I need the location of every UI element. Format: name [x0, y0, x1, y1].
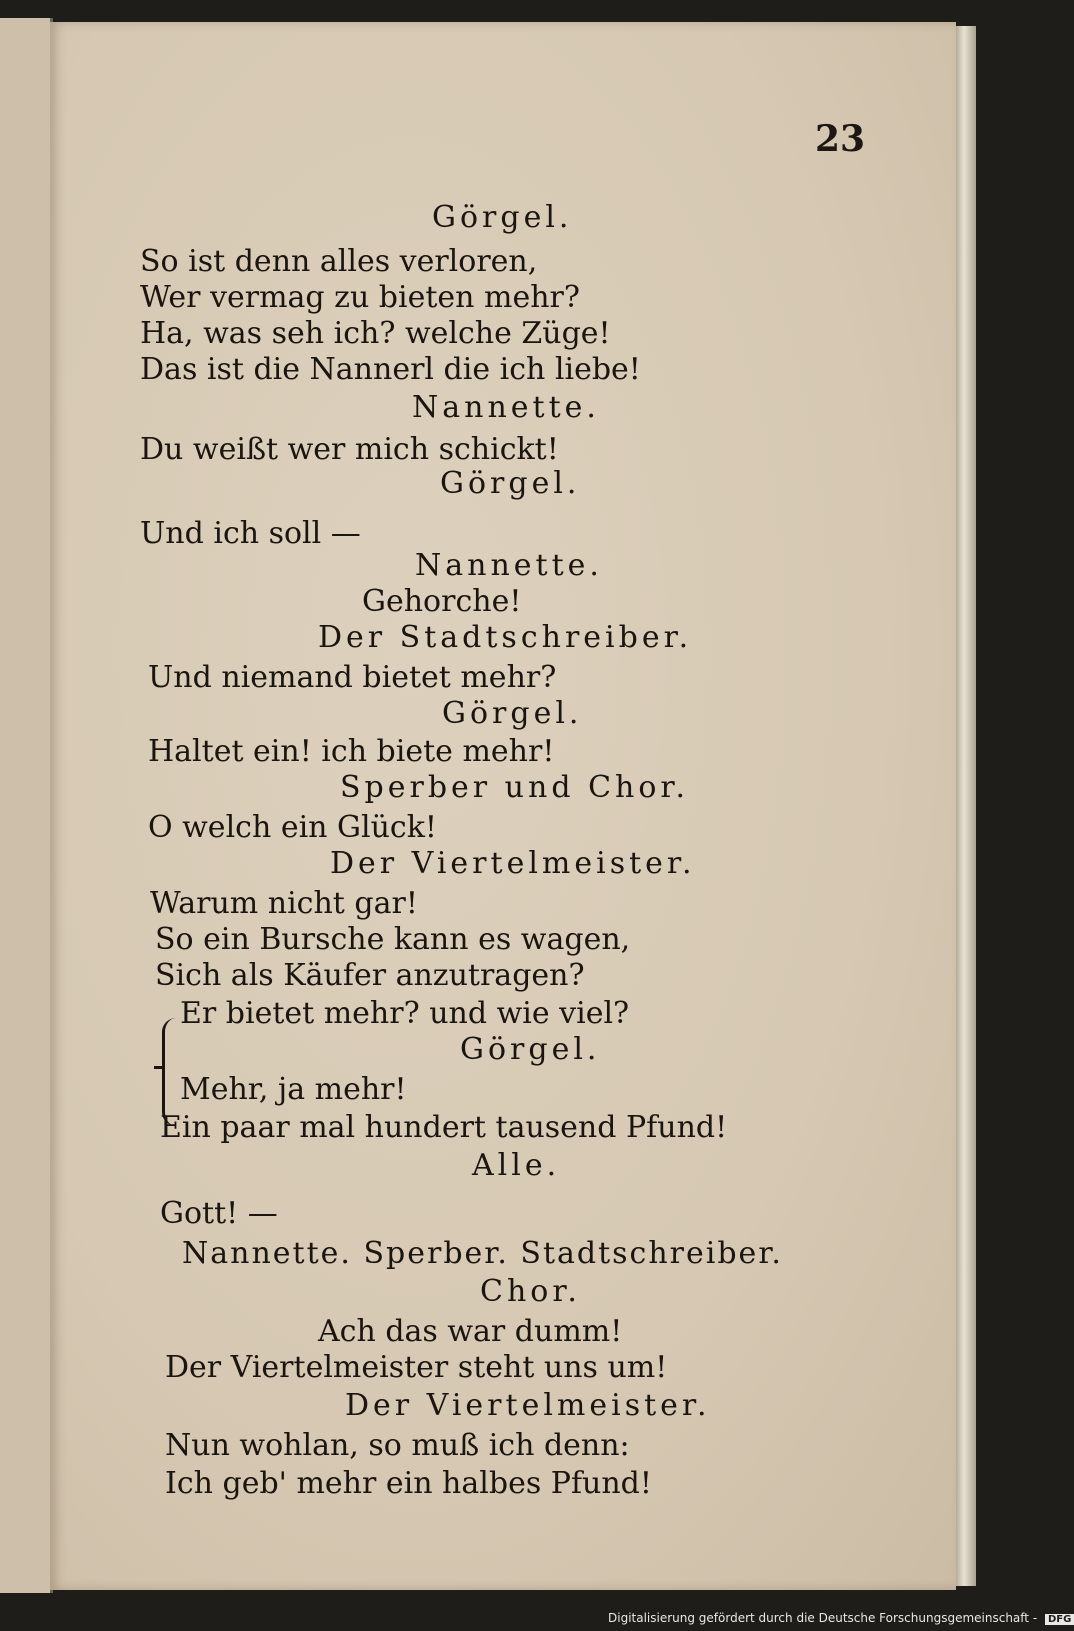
text-line: So ein Bursche kann es wagen,	[155, 922, 631, 957]
text-line: Du weißt wer mich schickt!	[140, 432, 559, 467]
dfg-logo: DFG	[1045, 1614, 1074, 1625]
attribution-text: Digitalisierung gefördert durch die Deutsche Forschungsgemeinschaft -	[608, 1611, 1038, 1625]
text-line: Ha, was seh ich? welche Züge!	[140, 316, 611, 351]
brace-tip	[154, 1066, 164, 1069]
text-line: Ein paar mal hundert tausend Pfund!	[160, 1110, 728, 1145]
speaker-line: Der Viertelmeister.	[330, 846, 696, 881]
speaker-line: Sperber und Chor.	[340, 770, 689, 805]
digitization-attribution	[608, 1611, 1074, 1625]
text-line: Er bietet mehr? und wie viel?	[180, 996, 630, 1031]
text-line: Das ist die Nannerl die ich liebe!	[140, 352, 641, 387]
text-line: Und ich soll —	[140, 516, 361, 551]
speaker-line: Görgel.	[440, 466, 581, 501]
speaker-line: Der Viertelmeister.	[345, 1388, 711, 1423]
speaker-line: Alle.	[472, 1148, 561, 1183]
text-line: Ich geb' mehr ein halbes Pfund!	[165, 1466, 652, 1501]
page-stack-edge	[956, 26, 976, 1586]
text-line: Ach das war dumm!	[318, 1314, 623, 1349]
speaker-line: Görgel.	[432, 200, 573, 235]
text-line: Haltet ein! ich biete mehr!	[148, 734, 555, 769]
text-line: Nun wohlan, so muß ich denn:	[165, 1428, 630, 1463]
text-line: So ist denn alles verloren,	[140, 244, 538, 279]
speaker-line: Chor.	[480, 1274, 581, 1309]
text-line: O welch ein Glück!	[148, 810, 437, 845]
speaker-line: Nannette. Sperber. Stadtschreiber.	[182, 1236, 783, 1271]
brace-mark	[162, 1018, 179, 1126]
text-line: Gott! —	[160, 1196, 278, 1231]
text-line: Wer vermag zu bieten mehr?	[140, 280, 580, 315]
text-line: Der Viertelmeister steht uns um!	[165, 1350, 668, 1385]
speaker-line: Görgel.	[460, 1032, 601, 1067]
text-line: Mehr, ja mehr!	[180, 1072, 407, 1107]
speaker-line: Der Stadtschreiber.	[318, 620, 693, 655]
text-line: Sich als Käufer anzutragen?	[155, 958, 585, 993]
page-number: 23	[815, 118, 866, 160]
speaker-line: Nannette.	[415, 548, 603, 583]
text-line: Warum nicht gar!	[150, 886, 418, 921]
text-line: Gehorche!	[362, 584, 522, 619]
speaker-line: Görgel.	[442, 696, 583, 731]
text-line: Und niemand bietet mehr?	[148, 660, 557, 695]
speaker-line: Nannette.	[412, 390, 600, 425]
left-page-edge	[0, 18, 53, 1593]
